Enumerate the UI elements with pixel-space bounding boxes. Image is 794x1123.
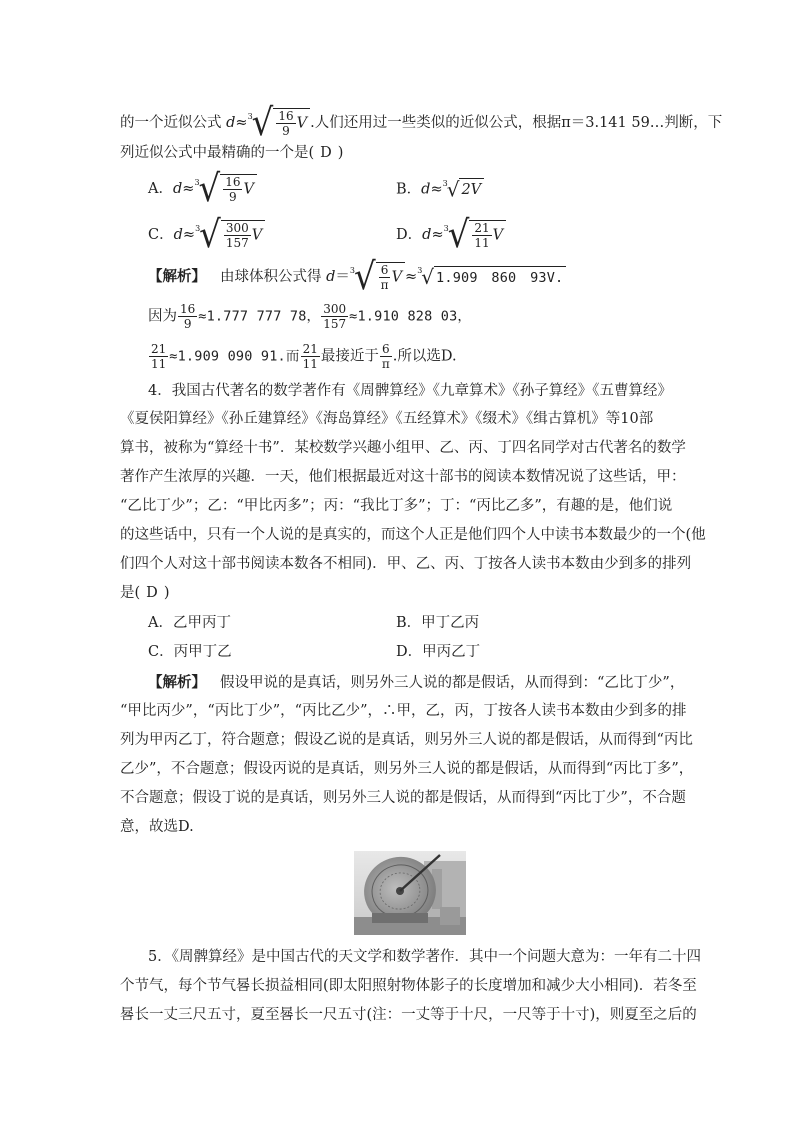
q4-solution-line-1 [148,672,684,694]
text: ) [163,585,170,601]
var-v: V [296,115,308,132]
q3-option-a [148,167,257,211]
q4-line-3: 算书，被称为“算经十书”．某校数学兴趣小组甲、乙、丙、丁四名同学对古代著名的数学 [120,440,686,456]
q3-option-d [396,213,506,257]
q5-line-2: 个节气，每个节气晷长损益相同(即太阳照射物体影子的长度增加和减少大小相同)．若冬至 [120,978,697,994]
fraction [178,302,197,331]
q4-line-4: 著作产生浓厚的兴趣．一天，他们根据最近对这十部书的阅读本数情况说了这些话，甲： [120,469,686,485]
q4-solution-line-6: 意，故选D. [120,819,194,835]
numerator: 21 [474,221,490,235]
q3-solution-line-1 [148,255,566,299]
text: 假设甲说的是真话，则另外三人说的都是假话，从而得到：“乙比丁少”， [220,675,685,691]
radicand [220,174,257,204]
q3-line-1 [120,101,723,145]
fraction [321,302,348,331]
root-index: 3 [247,112,253,121]
radicand [221,220,265,250]
approx-sign: ≈ [182,227,196,243]
fraction [472,221,491,250]
var-d: d [226,115,236,131]
radical-sign: √ [421,265,435,289]
option-label: C． [148,227,174,243]
fraction [380,342,392,371]
q5-line-3: 晷长一丈三尺五寸，夏至晷长一尺五寸(注：一丈等于十尺，一尺等于十寸)，则夏至之后的 [120,1007,697,1023]
q4-option-c: C．丙甲丁乙 [148,644,232,660]
numerator: 6 [381,342,390,356]
answer-choice: D [146,585,158,601]
fraction [276,109,295,138]
var-d: d [172,181,183,197]
root-index: 3 [417,266,423,275]
text: 最接近于 [320,348,379,365]
option-label: B． [396,181,422,198]
denominator: 9 [183,317,192,331]
option-label: A． [148,181,173,197]
denominator: 157 [225,236,249,250]
approx-sign: ≈ [405,269,418,285]
text: 由球体积公式得 [220,269,327,285]
q4-line-1: 4．我国古代著名的数学著作有《周髀算经》《九章算术》《孙子算经》《五曹算经》 [148,383,672,399]
approx-sign: ≈ [431,227,444,243]
q4-line-6: 的这些话中，只有一个人说的是真实的，而这个人正是他们四个人中读书本数最少的一个(他 [120,527,706,543]
radical-sign: √ [446,177,460,202]
radical-sign: √ [447,213,470,257]
fraction [379,263,391,292]
q3-option-c [148,213,265,257]
radicand: 2V [459,178,484,201]
q4-solution-line-3: 列为甲丙乙丁，符合题意；假设乙说的是真话，则另外三人说的都是假话，从而得到“丙比 [120,732,693,748]
q4-line-7: 们四个人对这十部书阅读本数各不相同)．甲、乙、丙、丁按各人读书本数由少到多的排列 [120,556,692,572]
numerator: 16 [278,109,294,123]
q5-line-1: 5．《周髀算经》是中国古代的天文学和数学著作．其中一个问题大意为：一年有二十四 [148,949,701,965]
q4-solution-line-5: 不合题意；假设丁说的是真话，则另外三人说的都是假话，从而得到“丙比丁少”，不合题 [120,790,686,806]
solution-tag: 【解析】 [148,268,206,285]
numerator: 21 [302,342,318,356]
denominator: 157 [323,317,347,331]
approx-sign: ≈ [182,181,195,197]
text: 列近似公式中最精确的一个是( [120,145,315,161]
root-index: 3 [349,266,355,275]
q3-solution-line-3 [148,342,457,371]
fraction [301,342,320,371]
denominator: 11 [151,357,167,371]
denominator: 11 [474,236,490,250]
var-d: d [173,227,183,243]
numerator: 300 [323,302,347,316]
radical-sign: √ [199,213,221,257]
text: .所以选D. [392,348,457,365]
equals-sign: ＝ [335,269,350,285]
q4-line-8 [120,582,169,604]
text: ) [337,145,344,161]
q4-option-d: D．甲丙乙丁 [396,644,481,660]
text: ≈1.777 777 78， [198,308,321,325]
numerator: 300 [225,221,249,235]
q3-option-b [396,178,484,203]
sundial-image [354,851,466,935]
var-v: V [391,269,403,286]
denominator: 11 [302,357,318,371]
root-index: 3 [194,178,200,187]
var-v: V [243,181,254,198]
var-d: d [422,227,432,243]
q4-option-b: B．甲丁乙丙 [396,615,480,631]
q4-line-2: 《夏侯阳算经》《孙丘建算经》《海岛算经》《五经算术》《缀术》《缉古算机》等10部 [120,411,654,427]
approx-sign: ≈ [235,115,248,131]
text: 的一个近似公式 [120,115,227,131]
radicand: 1.909 860 93V. [434,266,566,289]
text: .人们还用过一些类似的近似公式，根据π＝3.141 59…判断，下 [310,115,723,131]
q3-line-2 [120,142,343,164]
numerator: 16 [225,175,241,189]
radicand [469,220,506,250]
approx-sign: ≈ [430,181,443,198]
radical-sign: √ [198,167,221,211]
var-d: d [421,181,431,198]
q4-solution-line-4: 乙少”，不合题意；假设丙说的是真话，则另外三人说的都是假话，从而得到“丙比丁多”， [120,761,694,777]
numerator: 21 [151,342,167,356]
radicand [273,108,310,138]
denominator: π [381,357,390,371]
fraction [223,175,242,204]
denominator: 9 [282,124,290,138]
q4-line-5: “乙比丁少”；乙：“甲比丙多”；丙：“我比丁多”；丁：“丙比乙多”，有趣的是，他们说 [120,498,673,514]
fraction [149,342,168,371]
var-v: V [251,227,263,244]
numerator: 6 [380,263,389,277]
text: ≈1.909 090 91.而 [169,348,300,365]
answer-choice: D [320,145,332,161]
q4-option-a: A．乙甲丙丁 [148,615,231,631]
q3-solution-line-2 [148,302,471,331]
root-index: 3 [442,178,448,188]
text: 因为 [148,308,177,325]
option-label: D． [396,227,423,243]
radical-sign: √ [354,255,376,299]
solution-tag: 【解析】 [148,674,206,691]
radicand [376,262,405,292]
denominator: π [380,278,389,292]
numerator: 16 [180,302,196,316]
fraction [224,221,251,250]
text: 是( [120,585,141,601]
radical-sign: √ [251,101,274,145]
text: ≈1.910 828 03， [349,308,472,325]
var-v: V [492,227,504,244]
var-d: d [326,269,336,285]
root-index: 3 [443,224,449,233]
root-index: 3 [195,224,201,233]
denominator: 9 [229,190,237,204]
q4-solution-line-2: “甲比丙少”，“丙比丁少”，“丙比乙少”，∴甲，乙，丙，丁按各人读书本数由少到多的排 [120,703,687,719]
